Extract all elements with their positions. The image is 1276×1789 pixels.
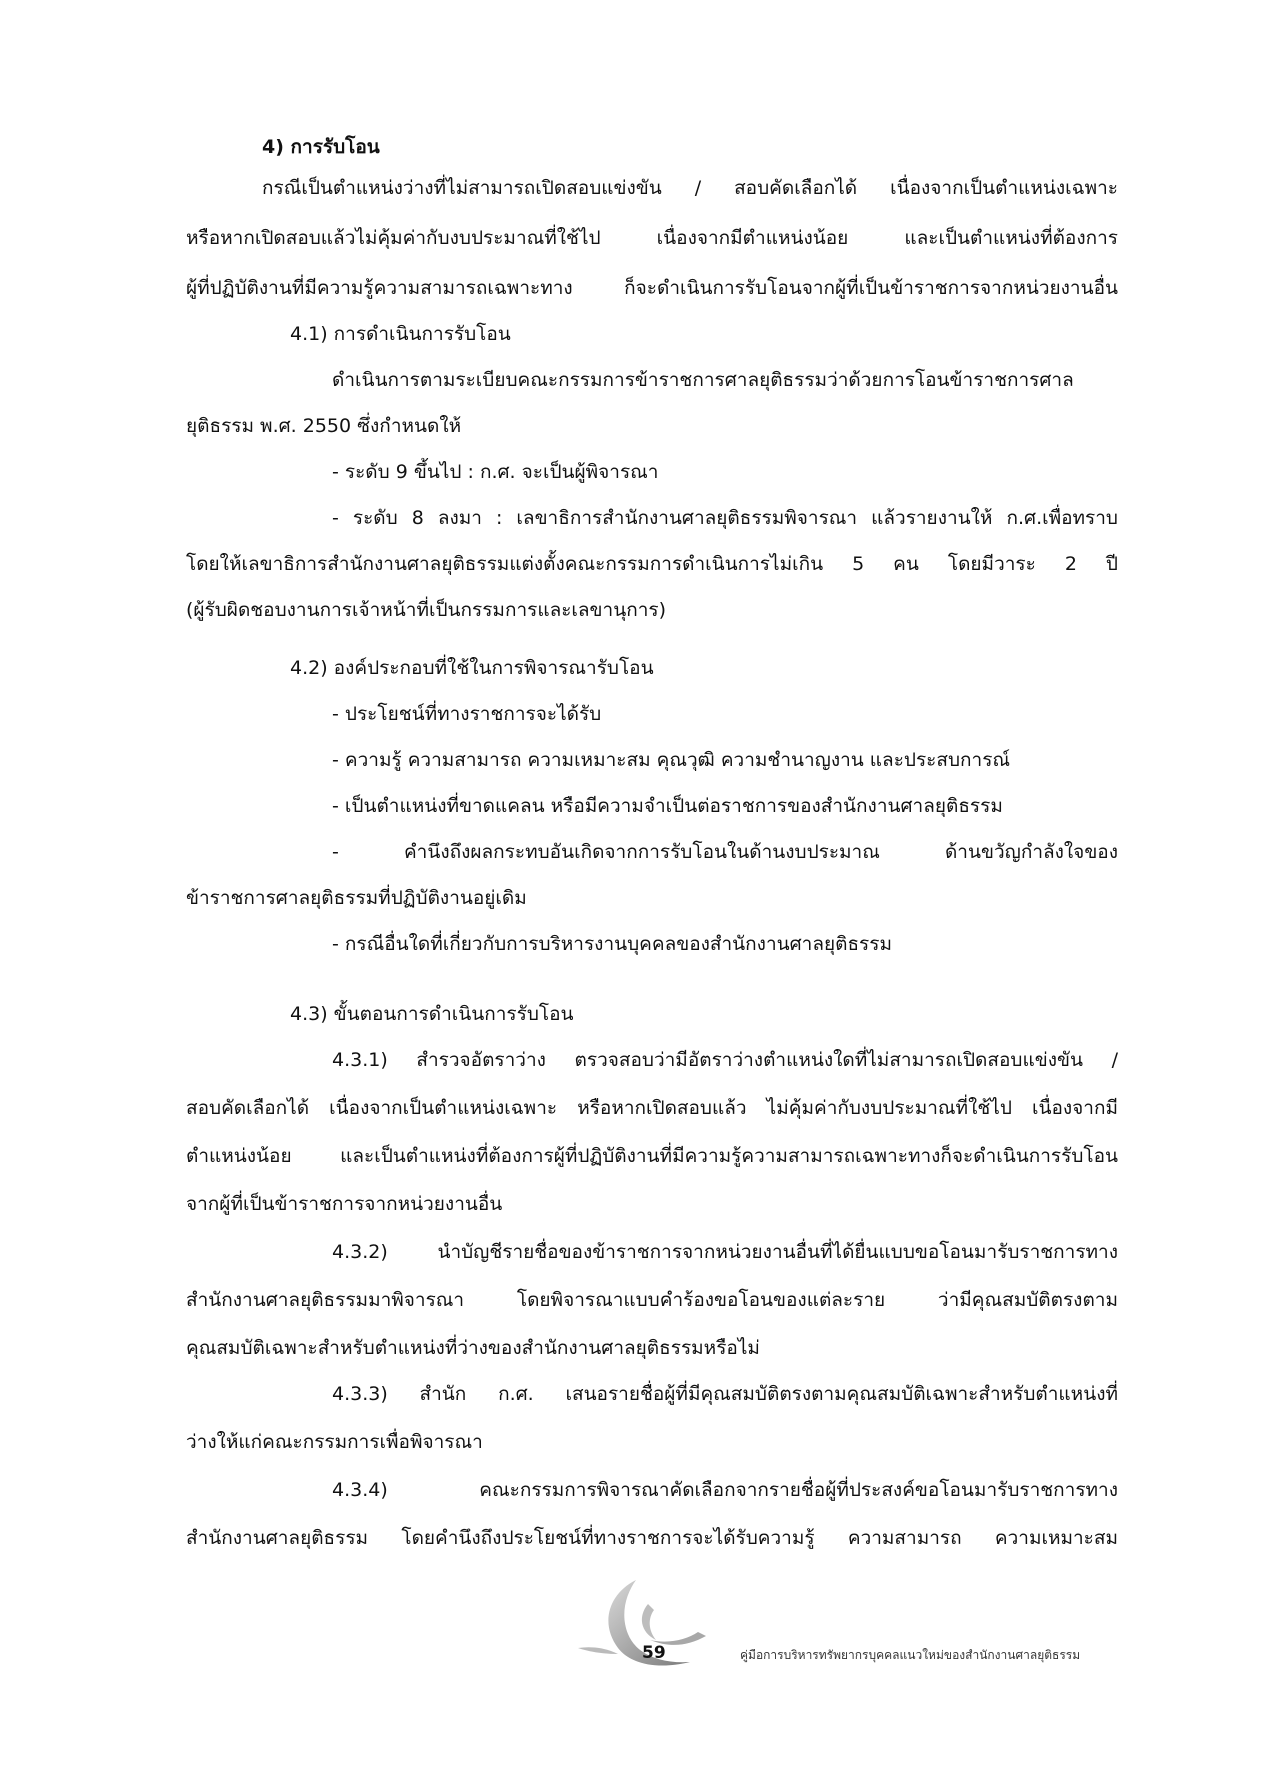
- paragraph-line: 4.3.1) สำรวจอัตราว่าง ตรวจสอบว่ามีอัตราว่างตำแหน่งใดที่ไม่สามารถเปิดสอบแข่งขัน /: [332, 1049, 1118, 1071]
- list-item: - ประโยชน์ที่ทางราชการจะได้รับ: [332, 703, 602, 725]
- paragraph-line: 4.3.2) นำบัญชีรายชื่อของข้าราชการจากหน่วยงานอื่นที่ได้ยื่นแบบขอโอนมารับราชการทาง: [332, 1241, 1118, 1263]
- paragraph-line: 4.3.4) คณะกรรมการพิจารณาคัดเลือกจากรายชื่อผู้ที่ประสงค์ขอโอนมารับราชการทาง: [332, 1479, 1118, 1501]
- list-item: - เป็นตำแหน่งที่ขาดแคลน หรือมีความจำเป็นต่อราชการของสำนักงานศาลยุติธรรม: [332, 795, 1003, 817]
- paragraph-line: สำนักงานศาลยุติธรรม โดยคำนึงถึงประโยชน์ที่ทางราชการจะได้รับความรู้ ความสามารถ ความเหมาะสม: [186, 1527, 1118, 1549]
- paragraph-line: ยุติธรรม พ.ศ. 2550 ซึ่งกำหนดให้: [186, 415, 462, 437]
- subsection-heading: 4.2) องค์ประกอบที่ใช้ในการพิจารณารับโอน: [290, 657, 654, 679]
- paragraph-line: กรณีเป็นตำแหน่งว่างที่ไม่สามารถเปิดสอบแข่งขัน / สอบคัดเลือกได้ เนื่องจากเป็นตำแหน่งเฉพาะ: [262, 177, 1118, 199]
- paragraph-line: ว่างให้แก่คณะกรรมการเพื่อพิจารณา: [186, 1431, 483, 1453]
- paragraph-line: คุณสมบัติเฉพาะสำหรับตำแหน่งที่ว่างของสำนักงานศาลยุติธรรมหรือไม่: [186, 1337, 760, 1359]
- page-number: 59: [642, 1643, 666, 1663]
- list-item: - ระดับ 9 ขึ้นไป : ก.ศ. จะเป็นผู้พิจารณา: [332, 461, 659, 483]
- paragraph-line: สอบคัดเลือกได้ เนื่องจากเป็นตำแหน่งเฉพาะ หรือหากเปิดสอบแล้ว ไม่คุ้มค่ากับงบประมาณที่ใช้ไป เนื่องจากมี: [186, 1097, 1118, 1119]
- paragraph-line: จากผู้ที่เป็นข้าราชการจากหน่วยงานอื่น: [186, 1193, 503, 1215]
- section-heading: 4) การรับโอน: [262, 136, 380, 158]
- list-item: - ระดับ 8 ลงมา : เลขาธิการสำนักงานศาลยุติธรรมพิจารณา แล้วรายงานให้ ก.ศ.เพื่อทราบ: [332, 507, 1118, 529]
- paragraph-line: ตำแหน่งน้อย และเป็นตำแหน่งที่ต้องการผู้ที่ปฏิบัติงานที่มีความรู้ความสามารถเฉพาะทางก็จะดำเนินการรับโอน: [186, 1145, 1118, 1167]
- paragraph-line: หรือหากเปิดสอบแล้วไม่คุ้มค่ากับงบประมาณที่ใช้ไป เนื่องจากมีตำแหน่งน้อย และเป็นตำแหน่งที่ต้องการ: [186, 227, 1118, 249]
- paragraph-line: ดำเนินการตามระเบียบคณะกรรมการข้าราชการศาลยุติธรรมว่าด้วยการโอนข้าราชการศาล: [332, 369, 1074, 391]
- paragraph-line: 4.3.3) สำนัก ก.ศ. เสนอรายชื่อผู้ที่มีคุณสมบัติตรงตามคุณสมบัติเฉพาะสำหรับตำแหน่งที่: [332, 1383, 1118, 1405]
- paragraph-line: (ผู้รับผิดชอบงานการเจ้าหน้าที่เป็นกรรมการและเลขานุการ): [186, 599, 666, 621]
- paragraph-line: ข้าราชการศาลยุติธรรมที่ปฏิบัติงานอยู่เดิม: [186, 887, 527, 909]
- paragraph-line: โดยให้เลขาธิการสำนักงานศาลยุติธรรมแต่งตั้งคณะกรรมการดำเนินการไม่เกิน 5 คน โดยมีวาระ 2 ปี: [186, 553, 1118, 575]
- list-item: - ความรู้ ความสามารถ ความเหมาะสม คุณวุฒิ ความชำนาญงาน และประสบการณ์: [332, 749, 1011, 771]
- footer-title: คู่มือการบริหารทรัพยากรบุคคลแนวใหม่ของสำนักงานศาลยุติธรรม: [740, 1648, 1081, 1662]
- subsection-heading: 4.1) การดำเนินการรับโอน: [290, 323, 511, 345]
- paragraph-line: สำนักงานศาลยุติธรรมมาพิจารณา โดยพิจารณาแบบคำร้องขอโอนของแต่ละราย ว่ามีคุณสมบัติตรงตาม: [186, 1289, 1118, 1311]
- subsection-heading: 4.3) ขั้นตอนการดำเนินการรับโอน: [290, 1003, 574, 1025]
- paragraph-line: ผู้ที่ปฏิบัติงานที่มีความรู้ความสามารถเฉพาะทาง ก็จะดำเนินการรับโอนจากผู้ที่เป็นข้าราชการจากหน่วยงานอื่น: [186, 277, 1118, 299]
- list-item: - กรณีอื่นใดที่เกี่ยวกับการบริหารงานบุคคลของสำนักงานศาลยุติธรรม: [332, 933, 892, 955]
- list-item: - คำนึงถึงผลกระทบอันเกิดจากการรับโอนในด้านงบประมาณ ด้านขวัญกำลังใจของ: [332, 841, 1118, 863]
